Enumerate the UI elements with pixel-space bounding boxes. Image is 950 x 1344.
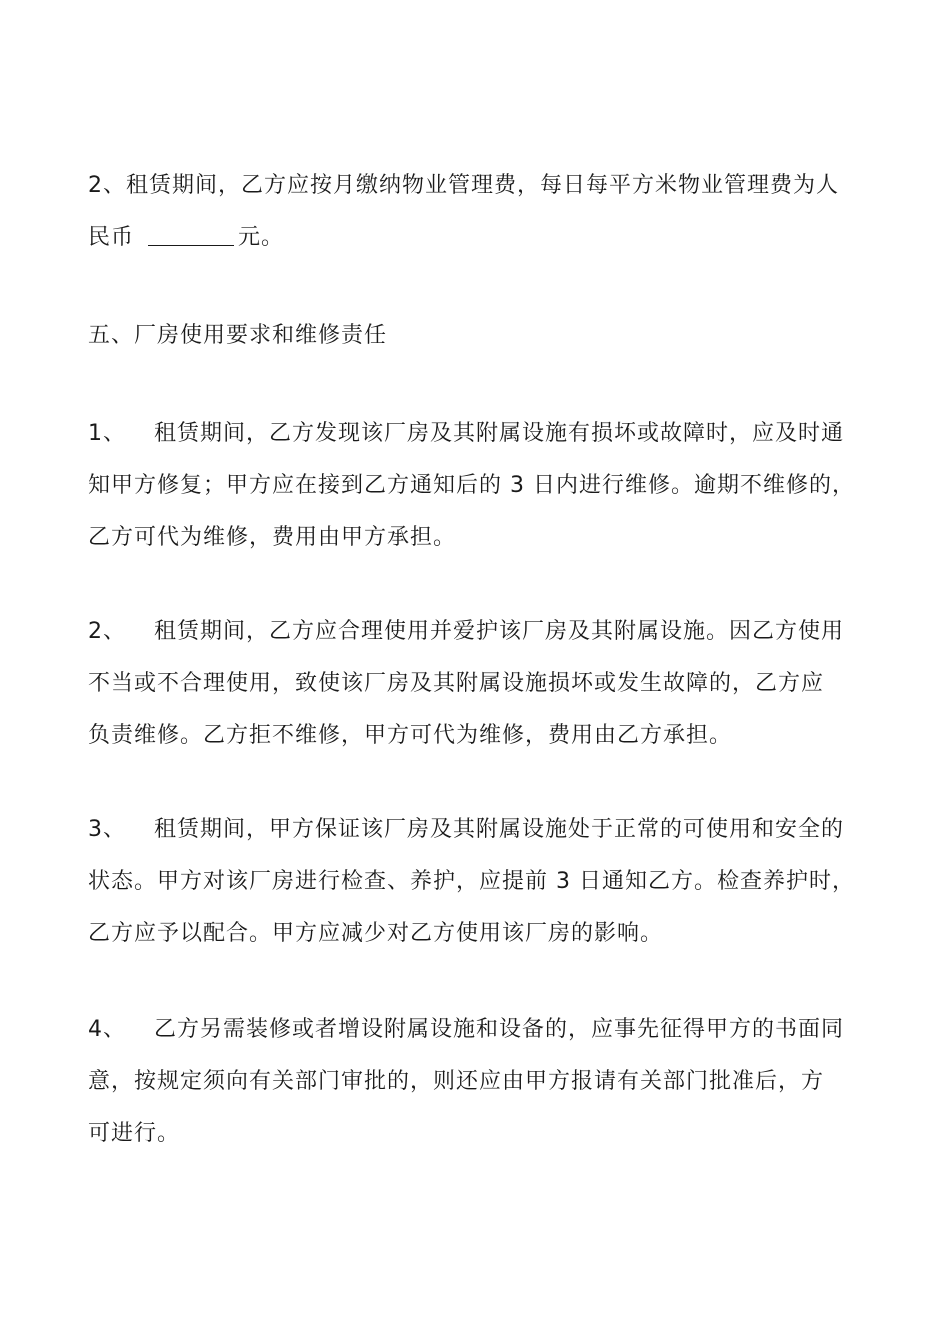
section-5-item-1: [88, 408, 878, 564]
item-line: [88, 1004, 878, 1056]
item-line: 可进行。: [88, 1121, 181, 1146]
item-line: [88, 606, 878, 658]
section-5-item-4: [88, 1004, 878, 1160]
item-line: [88, 408, 878, 460]
item-number: 2、: [88, 619, 126, 644]
section-5-item-3: [88, 804, 878, 960]
item-line: [88, 804, 878, 856]
item-line: 乙方可代为维修，费用由甲方承担。: [88, 525, 457, 550]
item-line: 不当或不合理使用，致使该厂房及其附属设施损坏或发生故障的，乙方应: [88, 671, 825, 696]
section-5-heading: [88, 310, 878, 362]
item-number: 1、: [88, 421, 126, 446]
clause-4-2-line-1: 2、租赁期间，乙方应按月缴纳物业管理费，每日每平方米物业管理费为人: [88, 173, 839, 198]
fill-in-blank: [148, 225, 234, 246]
unit-label: 元。: [238, 225, 285, 250]
clause-4-2: [88, 160, 878, 264]
section-5-item-2: [88, 606, 878, 762]
item-number: 3、: [88, 817, 126, 842]
item-number: 4、: [88, 1017, 126, 1042]
item-line: 知甲方修复；甲方应在接到乙方通知后的 3 日内进行维修。逾期不维修的，: [88, 473, 855, 498]
section-heading-text: 五、厂房使用要求和维修责任: [88, 323, 388, 348]
item-text: 租赁期间，乙方应合理使用并爱护该厂房及其附属设施。因乙方使用: [154, 619, 845, 644]
item-line: 负责维修。乙方拒不维修，甲方可代为维修，费用由乙方承担。: [88, 723, 733, 748]
item-line: 乙方应予以配合。甲方应减少对乙方使用该厂房的影响。: [88, 921, 664, 946]
item-line: 状态。甲方对该厂房进行检查、养护，应提前 3 日通知乙方。检查养护时，: [88, 869, 855, 894]
clause-4-2-line-2: [88, 212, 878, 264]
item-line: 意，按规定须向有关部门审批的，则还应由甲方报请有关部门批准后，方: [88, 1069, 825, 1094]
item-text: 租赁期间，乙方发现该厂房及其附属设施有损坏或故障时，应及时通: [154, 421, 845, 446]
item-text: 乙方另需装修或者增设附属设施和设备的，应事先征得甲方的书面同: [154, 1017, 845, 1042]
currency-label: 民币: [88, 225, 135, 250]
item-text: 租赁期间，甲方保证该厂房及其附属设施处于正常的可使用和安全的: [154, 817, 845, 842]
